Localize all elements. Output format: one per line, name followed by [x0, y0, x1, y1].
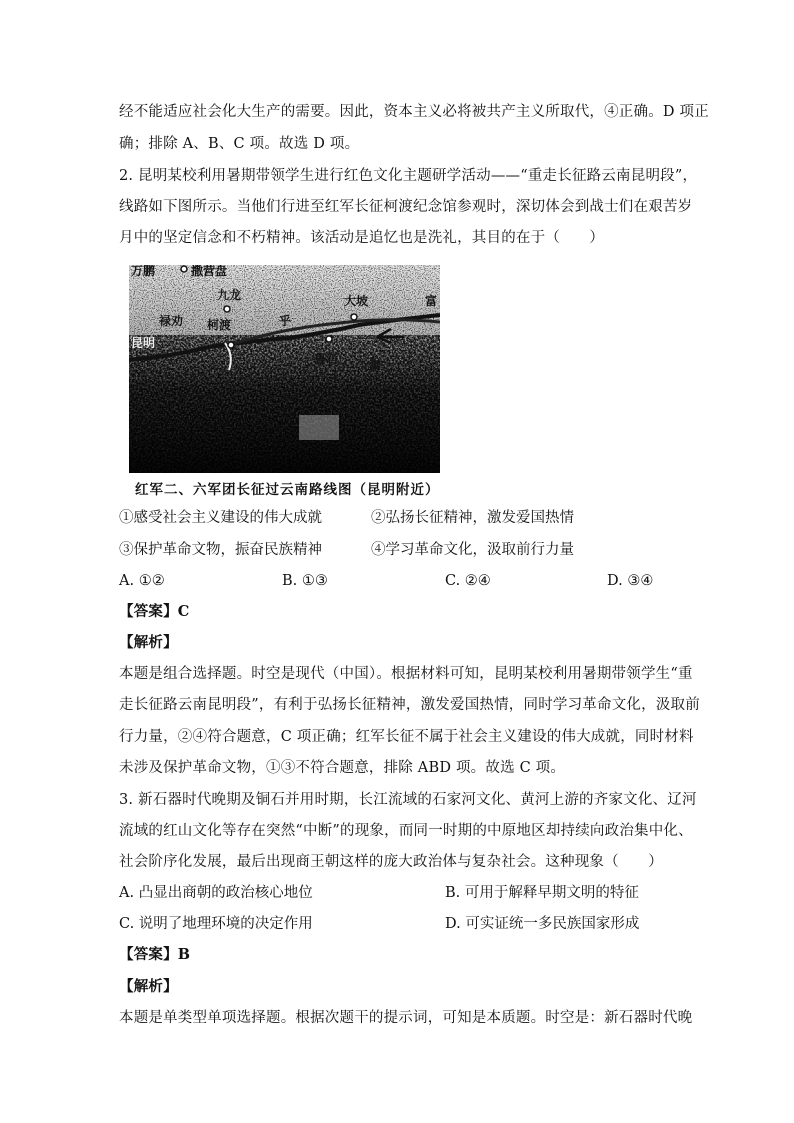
statement: ①感受社会主义建设的伟大成就 [119, 510, 322, 526]
option-c: C. ②④ [445, 573, 491, 589]
statement: ④学习革命文化，汲取前行力量 [371, 542, 574, 558]
option-c: C. 说明了地理环境的决定作用 [119, 916, 313, 932]
question-2-stem: 线路如下图所示。当他们行进至红军长征柯渡纪念馆参观时，深切体会到战士们在艰苦岁 [119, 199, 693, 215]
option-a: A. 凸显出商朝的政治核心地位 [119, 885, 313, 901]
map-label: 乎 [279, 314, 292, 328]
map-label: 万鹏 [131, 265, 156, 278]
analysis-line: 走长征路云南昆明段”，有利于弘扬长征精神，激发爱国热情，同时学习革命文化，汲取前 [119, 697, 700, 713]
map-label: 昆明 [131, 336, 156, 350]
question-3-stem: 3. 新石器时代晚期及铜石并用时期，长江流域的石家河文化、黄河上游的齐家文化、辽河 [119, 792, 697, 808]
map-label: 撒营盘 [191, 265, 228, 278]
statement: ③保护革命文物，振奋民族精神 [119, 542, 322, 558]
option-b: B. ①③ [282, 573, 328, 589]
map-label: 鲁石 [314, 352, 339, 366]
analysis-title: 【解析】 [119, 634, 178, 651]
map-label: 禄劝 [159, 314, 184, 328]
map-label: 富 [425, 294, 438, 308]
analysis-line: 未涉及保护革命文物，①③不符合题意，排除 ABD 项。故选 C 项。 [119, 760, 566, 776]
map-label: 大坡 [344, 294, 369, 308]
map-caption: 红军二、六军团长征过云南路线图（昆明附近） [135, 482, 440, 498]
question-3-stem: 流域的红山文化等存在突然“中断”的现象，而同一时期的中原地区却持续向政治集中化、 [119, 823, 693, 839]
map-label: 九龙 [217, 288, 242, 302]
option-d: D. ③④ [607, 573, 654, 589]
statement: ②弘扬长征精神，激发爱国热情 [371, 510, 574, 526]
q1-explanation-line: 经不能适应社会化大生产的需要。因此，资本主义必将被共产主义所取代，④正确。D 项正 [119, 104, 709, 120]
question-2-stem: 月中的坚定信念和不朽精神。该活动是追忆也是洗礼，其目的在于（ ） [119, 230, 605, 246]
q1-explanation-line: 确；排除 A、B、C 项。故选 D 项。 [119, 136, 360, 152]
option-b: B. 可用于解释早期文明的特征 [445, 885, 639, 901]
analysis-line: 本题是组合选择题。时空是现代（中国）。根据材料可知，昆明某校利用暑期带领学生“重 [119, 666, 693, 682]
analysis-line: 本题是单类型单项选择题。根据次题干的提示词，可知是本质题。时空是：新石器时代晚 [119, 1010, 693, 1026]
option-d: D. 可实证统一多民族国家形成 [445, 916, 640, 932]
analysis-title: 【解析】 [119, 978, 178, 995]
question-2-stem: 2. 昆明某校利用暑期带领学生进行红色文化主题研学活动——“重走长征路云南昆明段”， [119, 168, 698, 184]
map-label: 嵩 [369, 358, 382, 372]
answer-label: 【答案】C [119, 603, 190, 620]
map-label: 柯渡 [207, 318, 232, 332]
long-march-route-map [129, 265, 440, 473]
map-image [129, 265, 440, 473]
option-a: A. ①② [119, 573, 165, 589]
question-3-stem: 社会阶序化发展，最后出现商王朝这样的庞大政治体与复杂社会。这种现象（ ） [119, 854, 663, 870]
answer-label: 【答案】B [119, 946, 191, 963]
analysis-line: 行力量，②④符合题意，C 项正确；红军长征不属于社会主义建设的伟大成就，同时材料 [119, 729, 694, 745]
